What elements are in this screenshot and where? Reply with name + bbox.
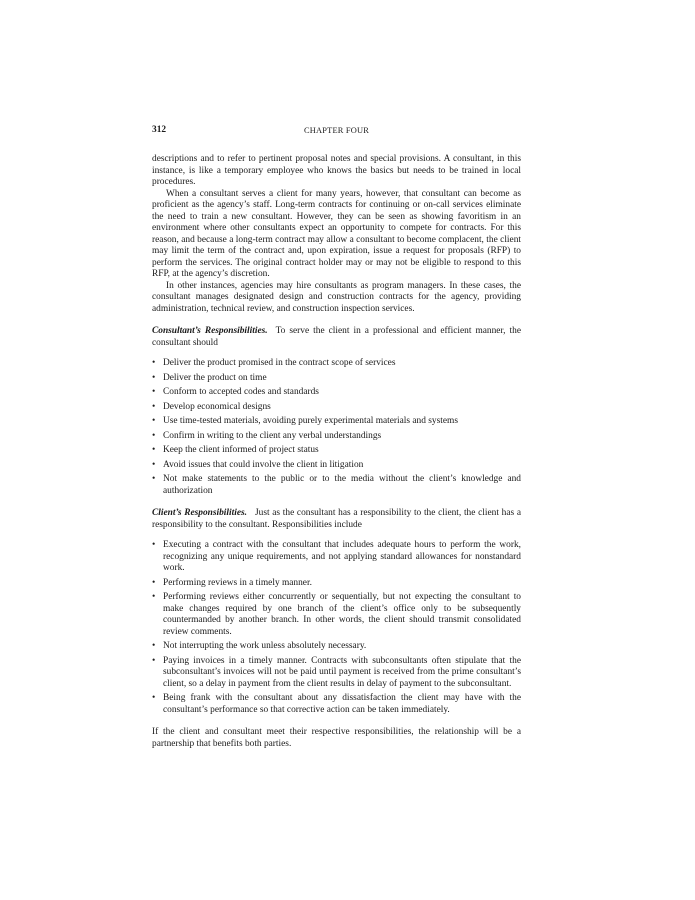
consultant-responsibilities-intro: To serve the client in a professional and efficient manner, the consultant should bbox=[152, 326, 521, 348]
list-item: • Conform to accepted codes and standards bbox=[152, 387, 521, 399]
list-item: • Develop economical designs bbox=[152, 402, 521, 414]
list-item: • Avoid issues that could involve the client in litigation bbox=[152, 460, 521, 472]
list-item: • Not interrupting the work unless absolutely necessary. bbox=[152, 641, 521, 653]
list-item: • Not make statements to the public or to the media without the client’s knowledge and authorization bbox=[152, 474, 521, 497]
list-item: • Executing a contract with the consultant that includes adequate hours to perform the work, recognizing any unique requirements, and not applying standard allowances for nonstandard work. bbox=[152, 540, 521, 575]
intro-paragraph: When a consultant serves a client for many years, however, that consultant can become as proficient as the agency’s staff. Long-term contracts for continuing or on-call services eliminate the need to train a new consultant. However, they can be seen as showing favoritism in an environment where other consultants expect an opportunity to compete for contracts. For this reason, and because a long-term contract may allow a consultant to become complacent, the client may limit the term of the contract and, upon expiration, issue a request for proposals (RFP) to perform the services. The original contract holder may or may not be eligible to respond to this RFP, at the agency’s discretion. bbox=[152, 188, 521, 279]
list-item: • Keep the client informed of project status bbox=[152, 445, 521, 457]
client-responsibilities-paragraph bbox=[152, 508, 521, 531]
consultant-responsibilities-list bbox=[152, 358, 521, 497]
list-item: • Deliver the product promised in the contract scope of services bbox=[152, 358, 521, 370]
intro-paragraph: In other instances, agencies may hire consultants as program managers. In these cases, the consultant manages designated design and construction contracts for the agency, providing administration, technical review, and construction inspection services. bbox=[152, 280, 521, 314]
list-item: • Being frank with the consultant about any dissatisfaction the client may have with the consultant’s performance so that corrective action can be taken immediately. bbox=[152, 693, 521, 716]
list-item: • Use time-tested materials, avoiding purely experimental materials and systems bbox=[152, 416, 521, 428]
client-responsibilities-list bbox=[152, 540, 521, 716]
list-item: • Deliver the product on time bbox=[152, 373, 521, 385]
list-item: • Paying invoices in a timely manner. Contracts with subconsultants often stipulate that the subconsultant’s invoices will not be paid until payment is received from the prime consultant’s client, so a delay in payment from the client results in delay of payment to the subconsultant. bbox=[152, 656, 521, 691]
page-number: 312 bbox=[152, 125, 167, 135]
book-page bbox=[152, 125, 521, 750]
consultant-responsibilities-paragraph bbox=[152, 326, 521, 349]
client-responsibilities-heading: Client’s Responsibilities. bbox=[152, 508, 247, 518]
list-item: • Confirm in writing to the client any verbal understandings bbox=[152, 431, 521, 443]
list-item: • Performing reviews either concurrently or sequentially, but not expecting the consultant to make changes required by one branch of the client’s office only to be subsequently countermanded by another branch. In other words, the client should transmit consolidated review comments. bbox=[152, 592, 521, 638]
intro-paragraph: descriptions and to refer to pertinent proposal notes and special provisions. A consultant, in this instance, is like a temporary employee who knows the basics but needs to be trained in local procedures. bbox=[152, 154, 521, 187]
list-item: • Performing reviews in a timely manner. bbox=[152, 578, 521, 590]
closing-paragraph: If the client and consultant meet their respective responsibilities, the relationship will be a partnership that benefits both parties. bbox=[152, 727, 521, 749]
running-header bbox=[152, 125, 521, 139]
client-responsibilities-intro: Just as the consultant has a responsibility to the client, the client has a responsibility to the consultant. Responsibilities include bbox=[152, 508, 521, 530]
chapter-title: CHAPTER FOUR bbox=[304, 126, 369, 135]
consultant-responsibilities-heading: Consultant’s Responsibilities. bbox=[152, 326, 268, 336]
